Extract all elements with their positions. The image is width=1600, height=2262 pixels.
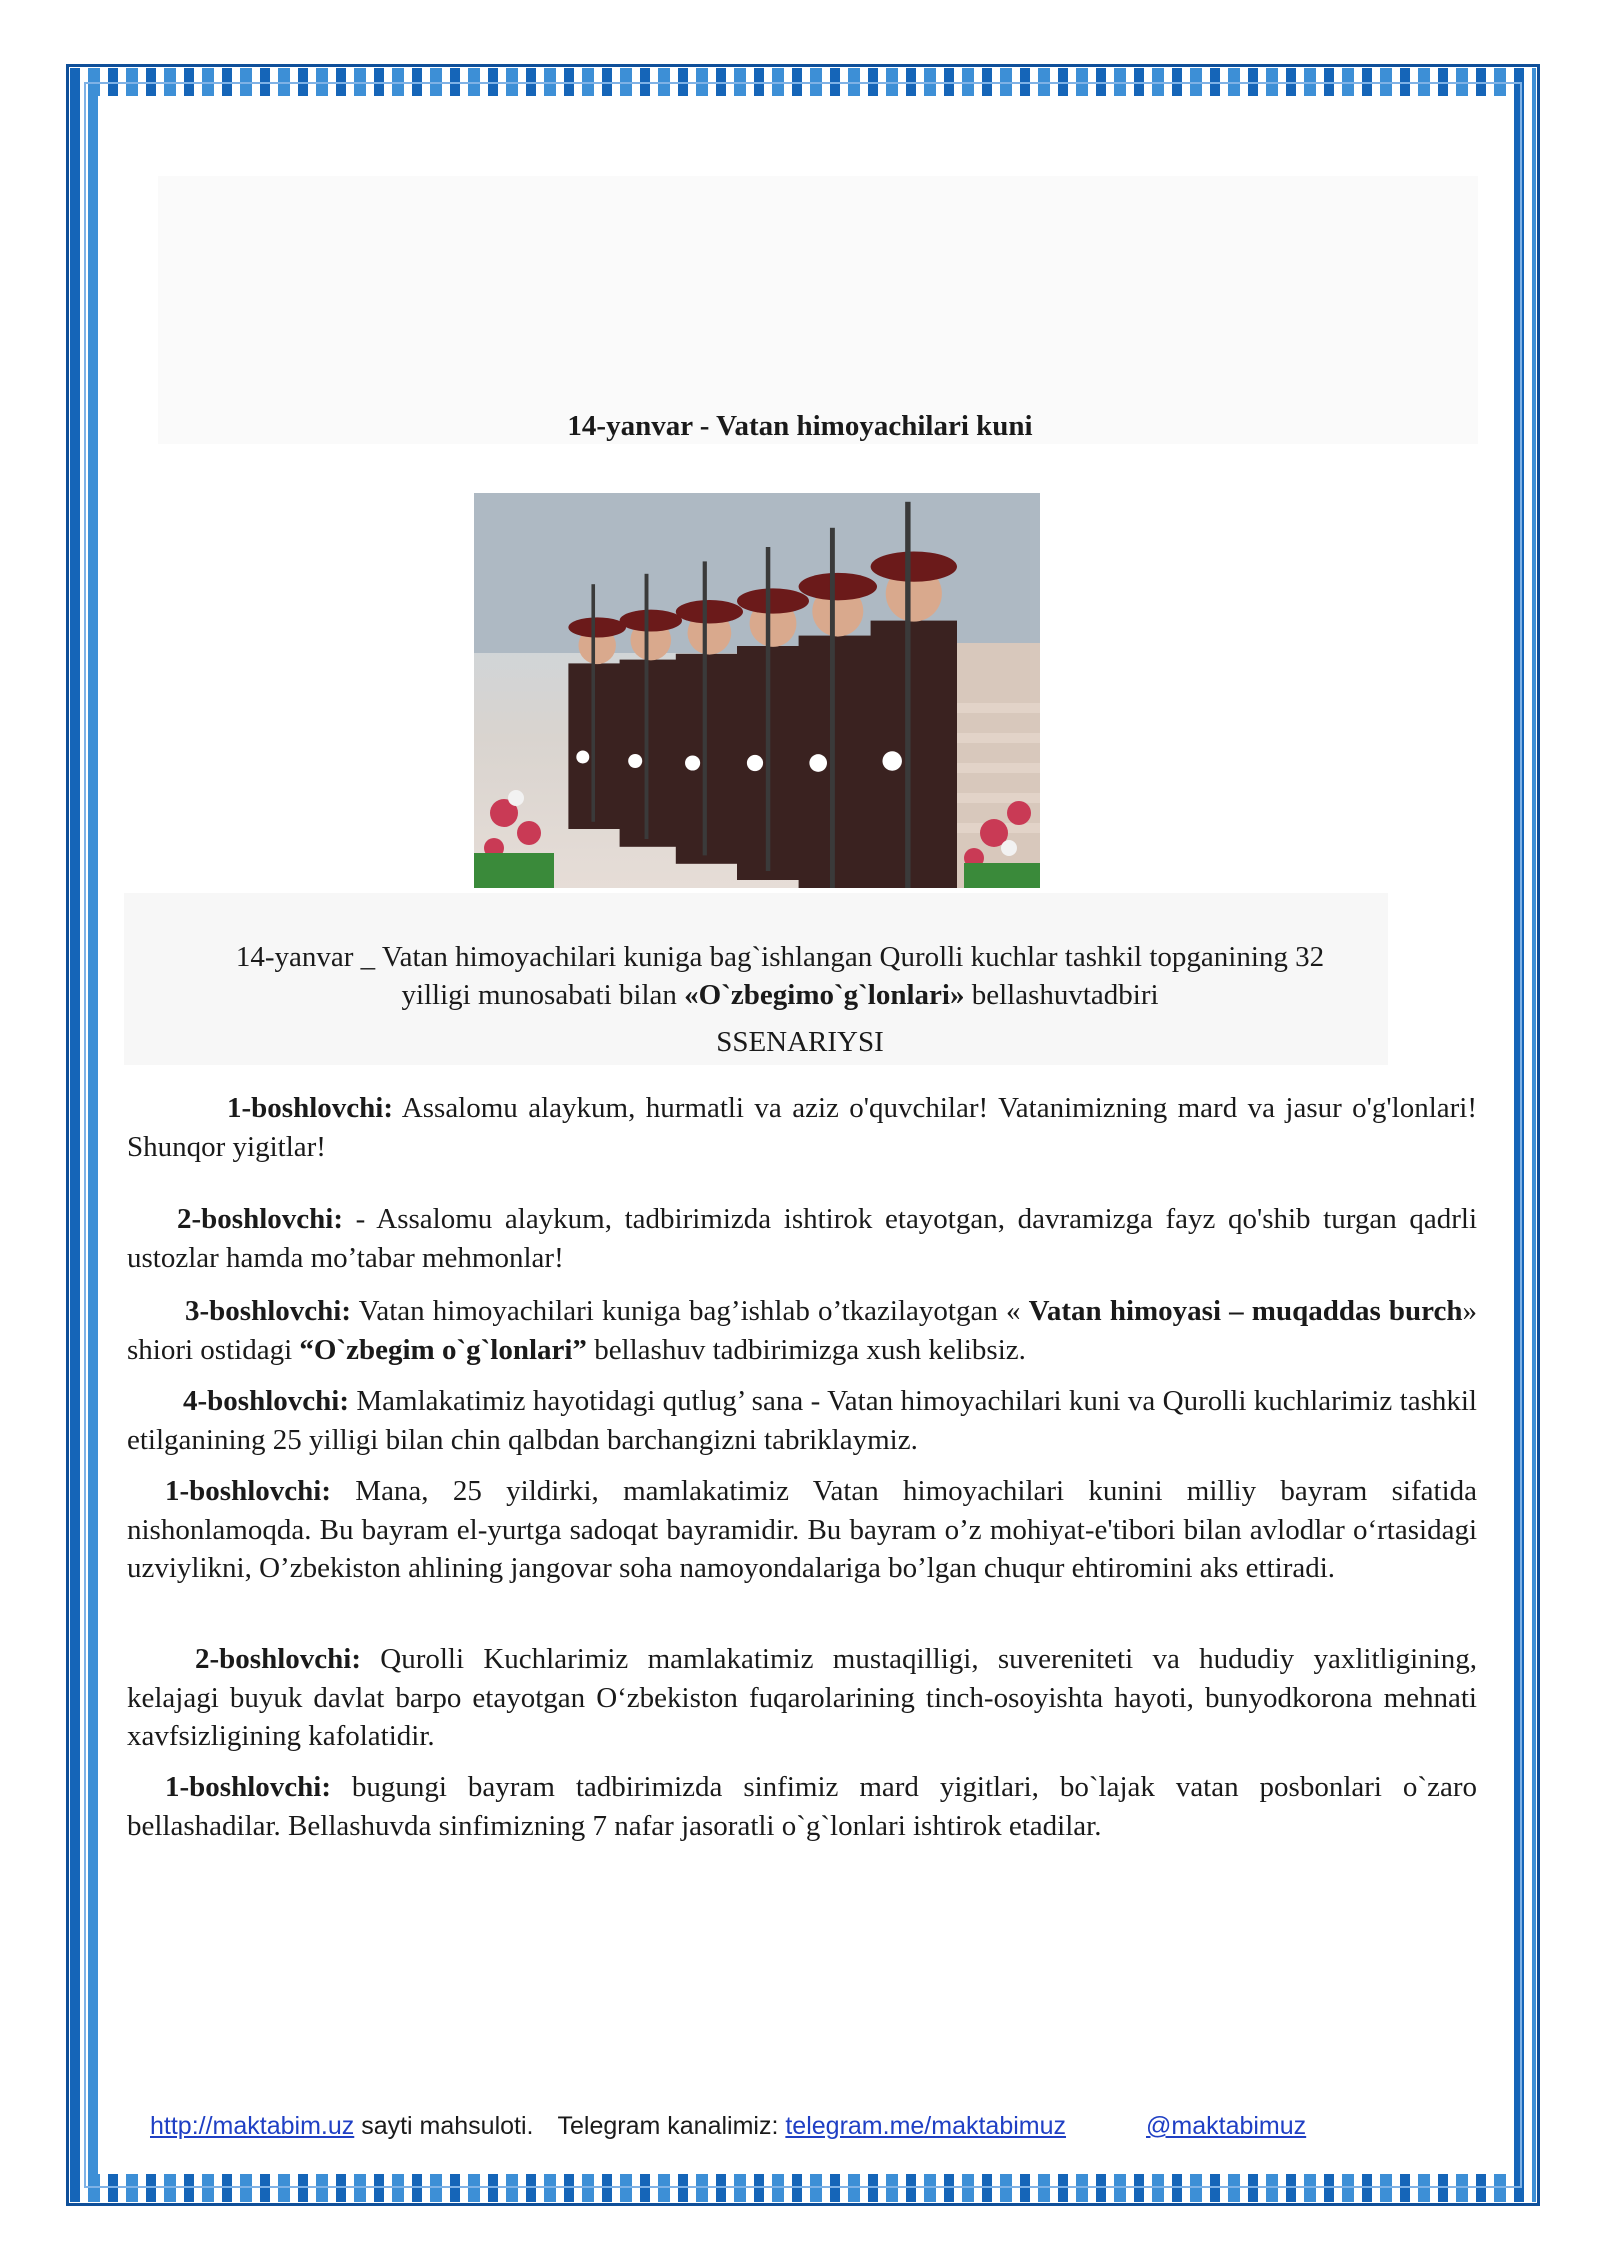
site-link[interactable]: http://maktabim.uz bbox=[150, 2112, 355, 2140]
paragraph-7 bbox=[127, 1768, 1477, 1845]
paragraph-text: bugungi bayram tadbirimizda sinfimiz mard yigitlari, bo`lajak vatan posbonlari o`zaro bellashadilar. Bellashuvda sinfimizning 7 nafar jasoratli o`g`lonlari ishtirok etadilar. bbox=[127, 1771, 1477, 1842]
header-blank-area bbox=[158, 176, 1478, 444]
speaker-label: 2-boshlovchi: bbox=[177, 1203, 343, 1235]
paragraph-text: Vatan himoyachilari kuniga bag’ishlab o’tkazilayotgan « bbox=[350, 1295, 1029, 1327]
subtitle-line-2-suffix: bellashuvtadbiri bbox=[964, 979, 1159, 1011]
paragraph-text: » shiori ostidagi bbox=[127, 1295, 1477, 1366]
paragraph-4 bbox=[127, 1382, 1477, 1459]
paragraph-6 bbox=[127, 1640, 1477, 1756]
paragraph-text: - Assalomu alaykum, tadbirimizda ishtirok etayotgan, davramizga fayz qo'shib turgan qadrli ustozlar hamda mo’tabar mehmonlar! bbox=[127, 1203, 1477, 1274]
subtitle-line-2 bbox=[150, 976, 1410, 1014]
speaker-label: 1-boshlovchi: bbox=[227, 1092, 393, 1124]
subtitle-line-2-prefix: yilligi munosabati bilan bbox=[401, 979, 685, 1011]
soldiers-illustration bbox=[474, 493, 1040, 888]
speaker-label: 1-boshlovchi: bbox=[165, 1475, 331, 1507]
paragraph-3 bbox=[127, 1292, 1477, 1369]
telegram-label: Telegram kanalimiz: bbox=[557, 2112, 786, 2140]
event-subtitle bbox=[150, 938, 1410, 1014]
paragraph-text: Mana, 25 yildirki, mamlakatimiz Vatan himoyachilari kunini milliy bayram sifatida nishonlamoqda. Bu bayram el-yurtga sadoqat bayramidir. Bu bayram o’z mohiyat-e'tibori bilan avlodlar o‘rtasidagi uzviylikni, O’zbekiston ahlining jangovar soha namoyondalariga bo’lgan chuqur ehtiromini aks ettiradi. bbox=[127, 1475, 1477, 1584]
paragraph-text: Mamlakatimiz hayotidagi qutlug’ sana - Vatan himoyachilari kuni va Qurolli kuchlarimiz tashkil etilganining 25 yilligi bilan chin qalbdan barchangizni tabriklaymiz. bbox=[127, 1385, 1477, 1456]
subtitle-line-1: 14-yanvar _ Vatan himoyachilari kuniga bag`ishlangan Qurolli kuchlar tashkil topganining 32 bbox=[235, 941, 1325, 973]
page-title: 14-yanvar - Vatan himoyachilari kuni bbox=[567, 410, 1033, 442]
event-name: «O`zbegimo`g`lonlari» bbox=[684, 979, 965, 1011]
honor-guard-photo bbox=[474, 493, 1040, 888]
paragraph-1 bbox=[127, 1089, 1477, 1166]
footer-text: sayti mahsuloti. bbox=[354, 2112, 534, 2140]
scenario-heading: SSENARIYSI bbox=[716, 1026, 884, 1058]
footer bbox=[150, 2112, 1306, 2141]
paragraph-5 bbox=[127, 1472, 1477, 1588]
slogan: Vatan himoyasi – muqaddas burch bbox=[1028, 1295, 1463, 1327]
speaker-label: 4-boshlovchi: bbox=[183, 1385, 349, 1417]
paragraph-text: Assalomu alaykum, hurmatli va aziz o'quvchilar! Vatanimizning mard va jasur o'g'lonlari! Shunqor yigitlar! bbox=[127, 1092, 1477, 1163]
paragraph-2 bbox=[127, 1200, 1477, 1277]
paragraph-text: Qurolli Kuchlarimiz mamlakatimiz mustaqilligi, suvereniteti va hududiy yaxlitligining, kelajagi buyuk davlat barpo etayotgan O‘zbekiston fuqarolarining tinch-osoyishta hayoti, bunyodkorona mehnati xavfsizligining kafolatidir. bbox=[127, 1643, 1477, 1752]
telegram-handle-link[interactable]: @maktabimuz bbox=[1146, 2112, 1307, 2140]
speaker-label: 2-boshlovchi: bbox=[195, 1643, 361, 1675]
telegram-link[interactable]: telegram.me/maktabimuz bbox=[785, 2112, 1067, 2140]
paragraph-text: bellashuv tadbirimizga xush kelibsiz. bbox=[586, 1333, 1026, 1366]
speaker-label: 1-boshlovchi: bbox=[165, 1771, 331, 1803]
event-name-quote: “O`zbegim o`g`lonlari” bbox=[299, 1333, 587, 1366]
speaker-label: 3-boshlovchi: bbox=[185, 1295, 351, 1327]
